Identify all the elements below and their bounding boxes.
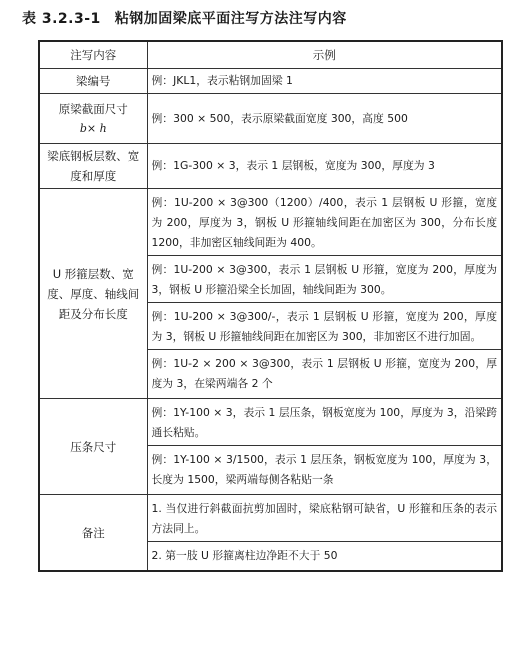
row-label-strip-size: 压条尺寸 [39, 399, 147, 495]
example-text: 例：1U-200 × 3@300，表示 1 层钢板 U 形箍，宽度为 200，厚度为 3，钢板 U 形箍沿梁全长加固，轴线间距为 300。 [148, 255, 502, 302]
annotation-table [38, 40, 503, 572]
example-text: 例：1U-2 × 200 × 3@300，表示 1 层钢板 U 形箍，宽度为 200，厚度为 3，在梁两端各 2 个 [148, 349, 502, 396]
remarks-cell [147, 495, 502, 572]
table-caption [22, 8, 502, 28]
example-text: 例：1Y-100 × 3/1500，表示 1 层压条，钢板宽度为 100，厚度为 3，长度为 1500，梁两端每侧各粘贴一条 [148, 445, 502, 492]
label-symbol: b× h [79, 121, 107, 135]
remark-text: 1. 当仅进行斜截面抗剪加固时，梁底粘钢可缺省，U 形箍和压条的表示方法同上。 [151, 502, 497, 535]
header-row [39, 41, 502, 69]
label-text: 原梁截面尺寸 [58, 101, 128, 116]
row-label-remarks: 备注 [39, 495, 147, 572]
example-text: 例：JKL1，表示粘钢加固梁 1 [147, 69, 502, 94]
example-text: 例：1U-200 × 3@300（1200）/400，表示 1 层钢板 U 形箍，宽度为 200，厚度为 3，钢板 U 形箍轴线间距在加密区为 300，分布长度 1200，非加密区轴线间距为 400。 [151, 196, 497, 249]
header-example: 示例 [147, 41, 502, 69]
example-cell [147, 189, 502, 399]
row-label-bottom-plate: 梁底钢板层数、宽度和厚度 [39, 144, 147, 189]
example-text: 例：300 × 500，表示原梁截面宽度 300，高度 500 [147, 94, 502, 144]
table-number: 表 3.2.3-1 [22, 11, 101, 27]
example-text: 例：1G-300 × 3，表示 1 层钢板，宽度为 300，厚度为 3 [147, 144, 502, 189]
example-text: 例：1Y-100 × 3，表示 1 层压条，钢板宽度为 100，厚度为 3，沿梁跨通长粘贴。 [151, 406, 497, 439]
table-row [39, 94, 502, 144]
table-row [39, 189, 502, 399]
row-label-u-stirrup: U 形箍层数、宽度、厚度、轴线间距及分布长度 [39, 189, 147, 399]
row-label-section-size [39, 94, 147, 144]
table-row [39, 495, 502, 572]
header-content: 注写内容 [39, 41, 147, 69]
example-text: 例：1U-200 × 3@300/-，表示 1 层钢板 U 形箍，宽度为 200，厚度为 3，钢板 U 形箍轴线间距在加密区为 300，非加密区不进行加固。 [148, 302, 502, 349]
table-row [39, 144, 502, 189]
table-title: 粘钢加固梁底平面注写方法注写内容 [114, 11, 347, 27]
table-row [39, 69, 502, 94]
table-row [39, 399, 502, 495]
remark-text: 2. 第一肢 U 形箍离柱边净距不大于 50 [148, 541, 502, 568]
example-cell [147, 399, 502, 495]
row-label-beam-id: 梁编号 [39, 69, 147, 94]
